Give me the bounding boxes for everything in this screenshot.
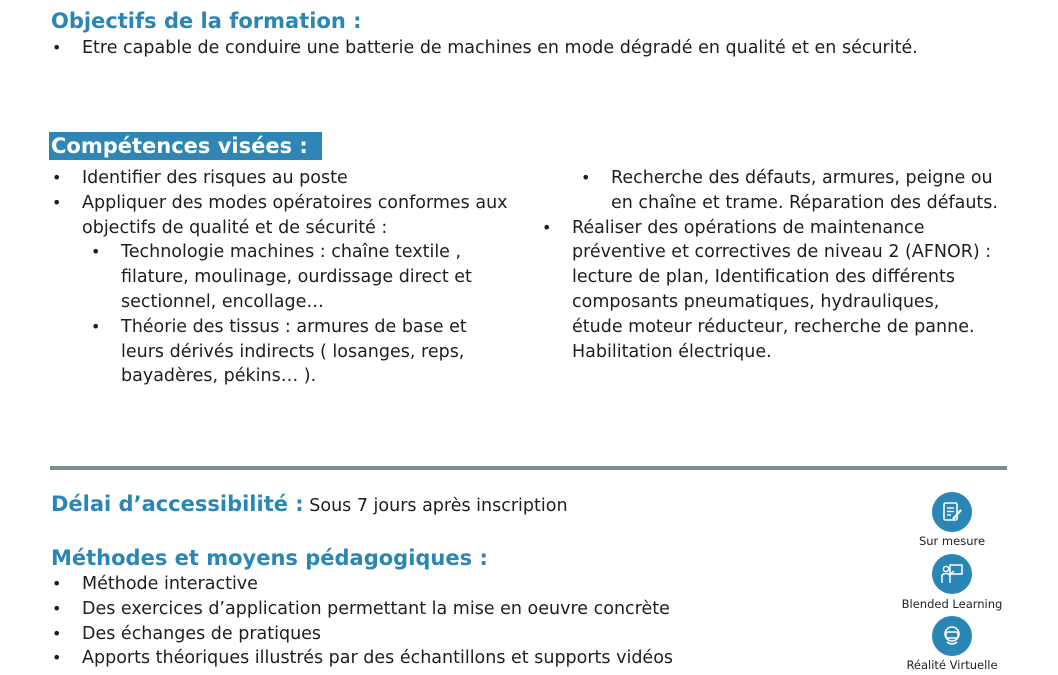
badge-realite-virtuelle xyxy=(932,616,972,656)
methodes-heading: Méthodes et moyens pédagogiques : xyxy=(51,546,488,570)
delai-value: Sous 7 jours après inscription xyxy=(309,496,568,516)
methodes-list xyxy=(82,572,862,671)
presenter-board-icon xyxy=(932,554,972,594)
list-item: • Identifier des risques au poste xyxy=(82,166,512,191)
badge-label: Sur mesure xyxy=(918,534,986,548)
vr-headset-icon xyxy=(932,616,972,656)
sub-list-item: • Recherche des défauts, armures, peigne ou en chaîne et trame. Réparation des défauts. xyxy=(611,166,1001,216)
delai-label: Délai d’accessibilité : xyxy=(51,492,304,516)
list-item: • Des exercices d’application permettant la mise en oeuvre concrète xyxy=(82,597,862,622)
delai-line xyxy=(51,491,568,519)
document-pen-icon xyxy=(932,492,972,532)
competences-right-list xyxy=(572,216,992,365)
list-item xyxy=(82,191,512,389)
sub-list-item: • Technologie machines : chaîne textile , filature, moulinage, ourdissage direct et sectionnel, encollage… xyxy=(121,240,511,314)
competences-left-column xyxy=(82,166,512,389)
list-item: • Apports théoriques illustrés par des échantillons et supports vidéos xyxy=(82,646,862,671)
competences-right-column xyxy=(572,166,1002,364)
badge-label: Réalité Virtuelle xyxy=(906,658,998,672)
competences-sublist xyxy=(121,240,511,389)
section-divider xyxy=(50,466,1007,470)
badge-sur-mesure xyxy=(932,492,972,532)
list-item: • Méthode interactive xyxy=(82,572,862,597)
list-item: • Des échanges de pratiques xyxy=(82,622,862,647)
list-item: • Réaliser des opérations de maintenance préventive et correctives de niveau 2 (AFNOR) : lecture de plan, Identification des différents composants pneumatiques, hydrauliques, étude moteur réducteur, recherche de panne. Habilitation électrique. xyxy=(572,216,992,365)
list-item-text: Appliquer des modes opératoires conformes aux objectifs de qualité et de sécurité : xyxy=(82,192,508,238)
badge-label: Blended Learning xyxy=(901,597,1003,611)
competences-right-sublist xyxy=(611,166,1001,216)
badge-blended-learning xyxy=(932,554,972,594)
competences-heading: Compétences visées : xyxy=(49,132,322,160)
objectifs-heading: Objectifs de la formation : xyxy=(51,9,362,33)
sub-list-item: • Théorie des tissus : armures de base et leurs dérivés indirects ( losanges, reps, bayadères, pékins… ). xyxy=(121,315,511,389)
objectifs-list xyxy=(82,36,1022,61)
list-item: • Etre capable de conduire une batterie de machines en mode dégradé en qualité et en sécurité. xyxy=(82,36,1022,61)
